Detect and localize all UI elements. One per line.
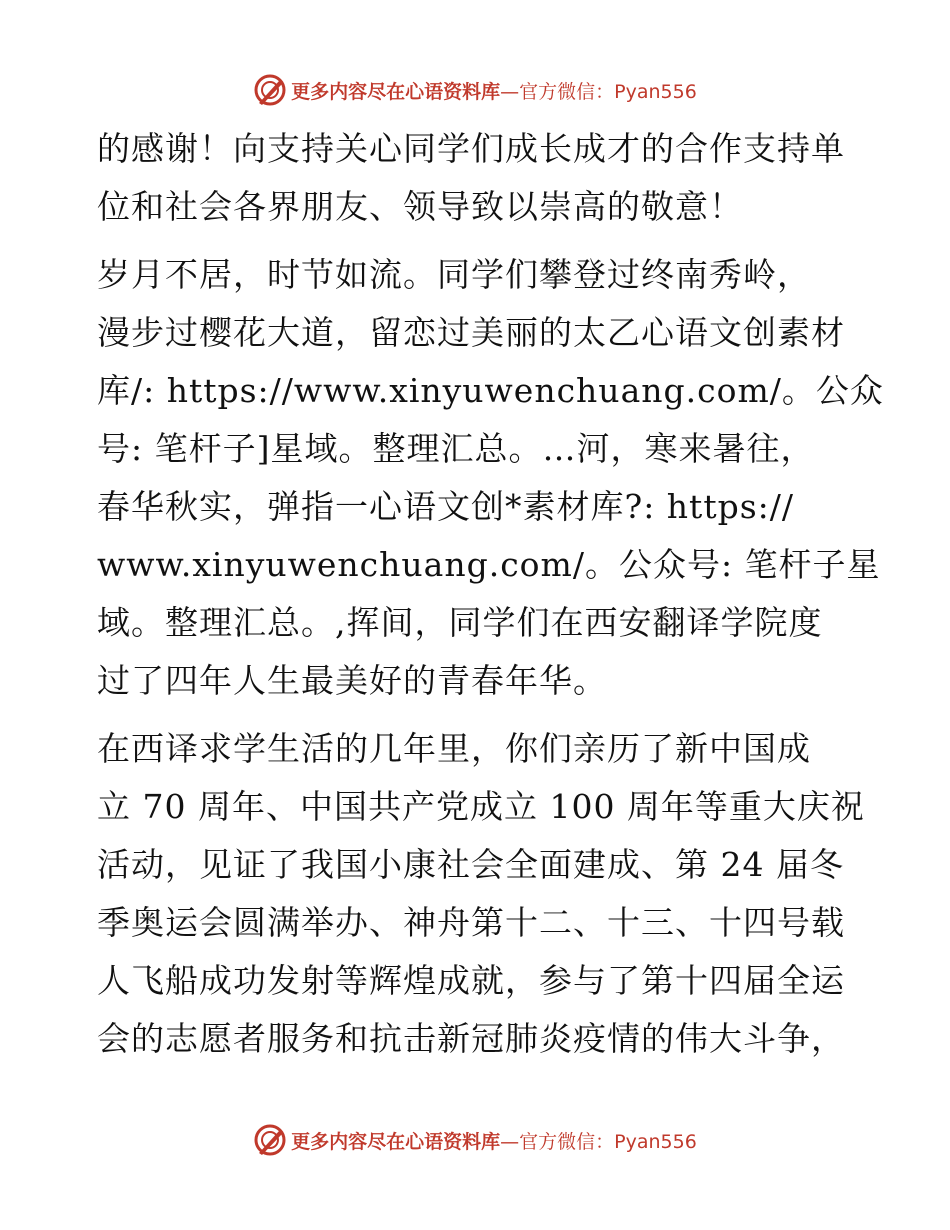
banner-wechat-text: —官方微信：Pyan556 <box>500 80 697 103</box>
pen-logo-icon <box>253 1123 287 1157</box>
text-line: 人飞船成功发射等辉煌成就，参与了第十四届全运 <box>97 961 845 1000</box>
paragraph <box>97 120 857 236</box>
paragraph <box>97 246 884 710</box>
footer-watermark-banner <box>0 1120 950 1160</box>
banner-brand-text: 更多内容尽在心语资料库 <box>291 80 501 103</box>
text-line: 库/: https://www.xinyuwenchuang.com/。公众 <box>97 371 884 410</box>
text-line: 号: 笔杆子]星域。整理汇总。…河，寒来暑往， <box>97 429 815 468</box>
text-line: 域。整理汇总。,挥间，同学们在西安翻译学院度 <box>97 603 823 642</box>
text-line: 春华秋实，弹指一心语文创*素材库?: https:// <box>97 487 794 526</box>
text-line: 漫步过樱花大道，留恋过美丽的太乙心语文创素材 <box>97 313 845 352</box>
paragraph <box>97 720 865 1068</box>
text-line: 在西译求学生活的几年里，你们亲历了新中国成 <box>97 729 811 768</box>
text-line: 位和社会各界朋友、领导致以崇高的敬意！ <box>97 187 743 226</box>
text-line: 岁月不居，时节如流。同学们攀登过终南秀岭， <box>97 255 811 294</box>
banner-brand-text: 更多内容尽在心语资料库 <box>291 1130 501 1153</box>
banner-wechat-text: —官方微信：Pyan556 <box>500 1130 697 1153</box>
text-line: www.xinyuwenchuang.com/。公众号: 笔杆子星 <box>97 545 881 584</box>
document-body <box>97 120 884 1068</box>
header-watermark-banner <box>0 70 950 110</box>
text-line: 季奥运会圆满举办、神舟第十二、十三、十四号载 <box>97 903 845 942</box>
text-line: 会的志愿者服务和抗击新冠肺炎疫情的伟大斗争， <box>97 1019 845 1058</box>
text-line: 的感谢！向支持关心同学们成长成才的合作支持单 <box>97 129 845 168</box>
pen-logo-icon <box>253 73 287 107</box>
text-line: 立 70 周年、中国共产党成立 100 周年等重大庆祝 <box>97 787 865 826</box>
text-line: 活动，见证了我国小康社会全面建成、第 24 届冬 <box>97 845 844 884</box>
text-line: 过了四年人生最美好的青春年华。 <box>97 661 607 700</box>
